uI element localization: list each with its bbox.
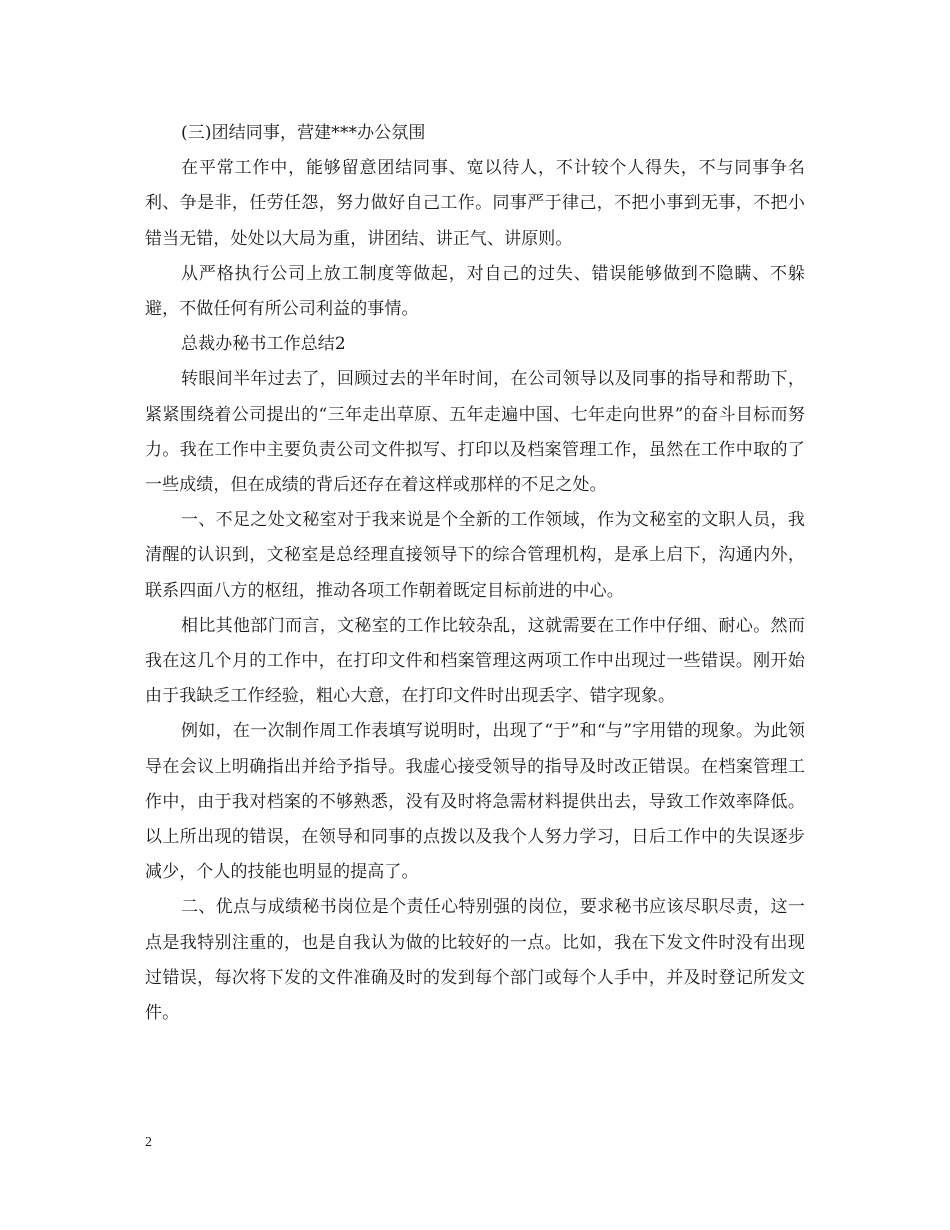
paragraph-work-errors: 相比其他部门而言，文秘室的工作比较杂乱，这就需要在工作中仔细、耐心。然而我在这几个月的工作中，在打印文件和档案管理这两项工作中出现过一些错误。刚开始由于我缺乏工作经验，粗心大意，在打印文件时出现丢字、错字现象。	[145, 615, 805, 707]
paragraph-shortcomings: 一、不足之处文秘室对于我来说是个全新的工作领域，作为文秘室的文职人员，我清醒的认识到，文秘室是总经理直接领导下的综合管理机构，是承上启下，沟通内外，联系四面八方的枢纽，推动各项工作朝着既定目标前进的中心。	[145, 510, 805, 601]
paragraph-unity-colleagues: 在平常工作中，能够留意团结同事、宽以待人，不计较个人得失，不与同事争名利、争是非，任劳任怨，努力做好自己工作。同事严于律己，不把小事到无事，不把小错当无错，处处以大局为重，讲团结、讲正气、讲原则。	[145, 158, 805, 249]
paragraph-work-rules: 从严格执行公司上放工制度等做起，对自己的过失、错误能够做到不隐瞒、不躲避，不做任何有所公司利益的事情。	[145, 263, 805, 320]
section-heading-unity: (三)团结同事，营建***办公氛围	[181, 123, 426, 143]
document-subtitle: 总裁办秘书工作总结2	[181, 334, 346, 355]
page-number: 2	[145, 1135, 152, 1150]
paragraph-half-year-review: 转眼间半年过去了，回顾过去的半年时间，在公司领导以及同事的指导和帮助下，紧紧围绕着公司提出的“三年走出草原、五年走遍中国、七年走向世界”的奋斗目标而努力。我在工作中主要负责公司文件拟写、打印以及档案管理工作，虽然在工作中取的了一些成绩，但在成绩的背后还存在着这样或那样的不足之处。	[145, 369, 805, 496]
document-body	[145, 116, 805, 1031]
paragraph-strengths: 二、优点与成绩秘书岗位是个责任心特别强的岗位，要求秘书应该尽职尽责，这一点是我特别注重的，也是自我认为做的比较好的一点。比如，我在下发文件时没有出现过错误，每次将下发的文件准确及时的发到每个部门或每个人手中，并及时登记所发文件。	[145, 897, 805, 1024]
paragraph-example: 例如，在一次制作周工作表填写说明时，出现了“于”和“与”字用错的现象。为此领导在会议上明确指出并给予指导。我虚心接受领导的指导及时改正错误。在档案管理工作中，由于我对档案的不够熟悉，没有及时将急需材料提供出去，导致工作效率降低。以上所出现的错误，在领导和同事的点拨以及我个人努力学习，日后工作中的失误逐步减少，个人的技能也明显的提高了。	[145, 721, 805, 883]
